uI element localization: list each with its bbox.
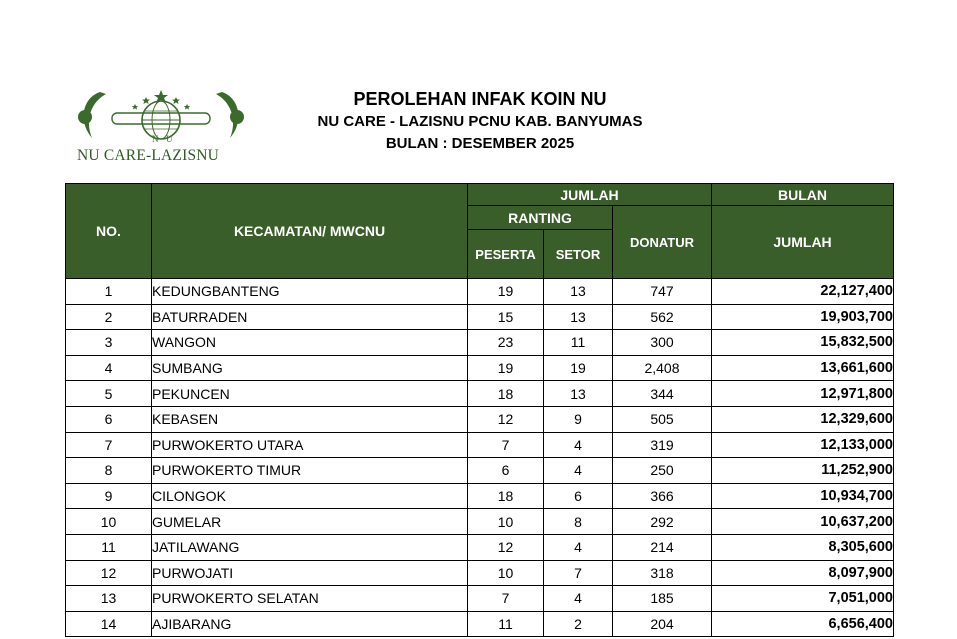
logo-left-dot [78, 110, 92, 124]
cell-jumlah: 7,051,000 [712, 586, 894, 612]
table-row [66, 406, 894, 432]
cell-donatur: 318 [613, 560, 712, 586]
cell-donatur: 2,408 [613, 355, 712, 381]
cell-kecamatan: KEDUNGBANTENG [152, 279, 468, 305]
cell-no: 6 [66, 406, 152, 432]
cell-donatur: 292 [613, 509, 712, 535]
cell-no: 11 [66, 534, 152, 560]
cell-no: 13 [66, 586, 152, 612]
report-period: BULAN : DESEMBER 2025 [385, 135, 575, 152]
cell-peserta: 12 [468, 406, 544, 432]
cell-donatur: 747 [613, 279, 712, 305]
cell-peserta: 6 [468, 458, 544, 484]
table-row [66, 432, 894, 458]
header-kecamatan: KECAMATAN/ MWCNU [152, 184, 468, 279]
table-row [66, 509, 894, 535]
table-row [66, 534, 894, 560]
cell-no: 1 [66, 279, 152, 305]
table-row [66, 611, 894, 637]
cell-kecamatan: AJIBARANG [152, 611, 468, 637]
cell-peserta: 23 [468, 330, 544, 356]
cell-setor: 4 [544, 458, 613, 484]
cell-donatur: 300 [613, 330, 712, 356]
cell-jumlah: 19,903,700 [712, 304, 894, 330]
cell-setor: 11 [544, 330, 613, 356]
star-icon [132, 90, 190, 110]
table-body [66, 279, 894, 637]
cell-donatur: 505 [613, 406, 712, 432]
cell-setor: 4 [544, 534, 613, 560]
header-jumlah: JUMLAH [712, 206, 894, 279]
cell-kecamatan: PURWOKERTO SELATAN [152, 586, 468, 612]
logo-right-dot [230, 110, 244, 124]
header-donatur: DONATUR [613, 206, 712, 279]
table-row [66, 483, 894, 509]
logo-letter-u: U [166, 134, 173, 144]
logo-letter-n: N [152, 134, 159, 144]
cell-no: 3 [66, 330, 152, 356]
table-row [66, 279, 894, 305]
cell-no: 2 [66, 304, 152, 330]
report-title: PEROLEHAN INFAK KOIN NU [353, 89, 607, 109]
cell-jumlah: 11,252,900 [712, 458, 894, 484]
cell-donatur: 214 [613, 534, 712, 560]
cell-kecamatan: PEKUNCEN [152, 381, 468, 407]
table-row [66, 330, 894, 356]
table-row [66, 560, 894, 586]
cell-donatur: 344 [613, 381, 712, 407]
cell-peserta: 18 [468, 381, 544, 407]
cell-peserta: 19 [468, 279, 544, 305]
cell-kecamatan: SUMBANG [152, 355, 468, 381]
cell-no: 8 [66, 458, 152, 484]
cell-setor: 19 [544, 355, 613, 381]
cell-donatur: 204 [613, 611, 712, 637]
cell-jumlah: 8,305,600 [712, 534, 894, 560]
report-titles [280, 88, 680, 155]
cell-peserta: 19 [468, 355, 544, 381]
cell-kecamatan: KEBASEN [152, 406, 468, 432]
cell-no: 10 [66, 509, 152, 535]
cell-peserta: 7 [468, 586, 544, 612]
cell-jumlah: 10,637,200 [712, 509, 894, 535]
cell-peserta: 10 [468, 560, 544, 586]
table-row [66, 381, 894, 407]
table-row [66, 304, 894, 330]
cell-jumlah: 12,133,000 [712, 432, 894, 458]
cell-donatur: 250 [613, 458, 712, 484]
cell-setor: 13 [544, 304, 613, 330]
cell-kecamatan: WANGON [152, 330, 468, 356]
cell-no: 14 [66, 611, 152, 637]
cell-setor: 2 [544, 611, 613, 637]
cell-jumlah: 12,329,600 [712, 406, 894, 432]
cell-jumlah: 12,971,800 [712, 381, 894, 407]
cell-no: 5 [66, 381, 152, 407]
cell-peserta: 12 [468, 534, 544, 560]
cell-donatur: 319 [613, 432, 712, 458]
cell-peserta: 18 [468, 483, 544, 509]
cell-setor: 4 [544, 432, 613, 458]
cell-jumlah: 15,832,500 [712, 330, 894, 356]
header-setor: SETOR [544, 230, 613, 279]
cell-kecamatan: PURWOJATI [152, 560, 468, 586]
cell-setor: 13 [544, 381, 613, 407]
cell-setor: 9 [544, 406, 613, 432]
cell-no: 9 [66, 483, 152, 509]
cell-peserta: 7 [468, 432, 544, 458]
cell-jumlah: 6,656,400 [712, 611, 894, 637]
logo-text: NU CARE-LAZISNU [77, 147, 220, 164]
cell-peserta: 10 [468, 509, 544, 535]
cell-jumlah: 22,127,400 [712, 279, 894, 305]
cell-peserta: 15 [468, 304, 544, 330]
cell-no: 4 [66, 355, 152, 381]
cell-kecamatan: GUMELAR [152, 509, 468, 535]
cell-donatur: 185 [613, 586, 712, 612]
cell-kecamatan: BATURRADEN [152, 304, 468, 330]
cell-setor: 6 [544, 483, 613, 509]
cell-setor: 7 [544, 560, 613, 586]
logo-rope-band [112, 113, 210, 124]
cell-no: 7 [66, 432, 152, 458]
cell-donatur: 562 [613, 304, 712, 330]
header-jumlah-group: JUMLAH [468, 184, 712, 206]
report-subtitle: NU CARE - LAZISNU PCNU KAB. BANYUMAS [317, 113, 643, 130]
cell-donatur: 366 [613, 483, 712, 509]
cell-jumlah: 8,097,900 [712, 560, 894, 586]
header-ranting: RANTING [468, 206, 613, 230]
table-row [66, 586, 894, 612]
cell-setor: 8 [544, 509, 613, 535]
header-no: NO. [66, 184, 152, 279]
cell-no: 12 [66, 560, 152, 586]
cell-jumlah: 13,661,600 [712, 355, 894, 381]
cell-setor: 13 [544, 279, 613, 305]
cell-jumlah: 10,934,700 [712, 483, 894, 509]
table-row [66, 355, 894, 381]
cell-kecamatan: PURWOKERTO TIMUR [152, 458, 468, 484]
header-peserta: PESERTA [468, 230, 544, 279]
header-bulan: BULAN [712, 184, 894, 206]
cell-kecamatan: PURWOKERTO UTARA [152, 432, 468, 458]
cell-peserta: 11 [468, 611, 544, 637]
cell-kecamatan: CILONGOK [152, 483, 468, 509]
cell-kecamatan: JATILAWANG [152, 534, 468, 560]
infak-table [65, 183, 894, 637]
table-row [66, 458, 894, 484]
cell-setor: 4 [544, 586, 613, 612]
